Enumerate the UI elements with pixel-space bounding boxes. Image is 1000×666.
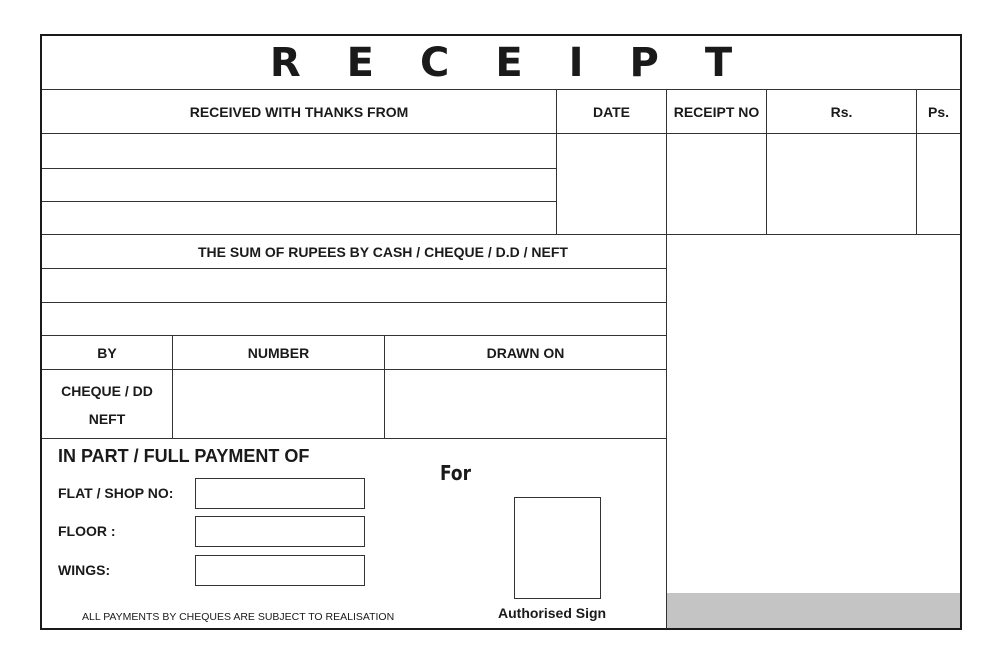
rule-sum-line-1 [42,302,666,303]
receipt-title [42,36,960,90]
title-letter: E [346,40,374,86]
method-cheque-dd: CHEQUE / DD [61,383,153,399]
title-letter: I [568,40,584,86]
title-letter: E [495,40,523,86]
title-letter: P [629,40,659,86]
number-header: NUMBER [247,344,310,361]
rule-under-payment-table [42,438,666,439]
rule-right-panel [666,89,667,629]
receipt-title-letters [247,40,755,86]
rule-from-line-2 [42,201,557,202]
by-header: BY [97,344,117,361]
for-label: For [440,461,471,485]
rs-header: Rs. [830,103,853,120]
part-payment-label: IN PART / FULL PAYMENT OF [58,446,310,466]
signature-box[interactable] [514,497,601,599]
receipt-no-header: RECEIPT NO [673,103,760,120]
drawn-on-header: DRAWN ON [486,344,565,361]
method-neft: NEFT [88,411,126,427]
rule-from-line-1 [42,168,557,169]
ps-header: Ps. [927,103,949,120]
footer-note: ALL PAYMENTS BY CHEQUES ARE SUBJECT TO REALISATION [82,611,395,623]
rule-under-by-headers [42,369,666,370]
rule-under-sum-label [42,268,666,269]
wings-label: WINGS: [58,562,111,578]
flat-shop-label: FLAT / SHOP NO: [58,485,174,501]
wings-field[interactable] [195,555,365,586]
flat-shop-field[interactable] [195,478,365,509]
received-from-header: RECEIVED WITH THANKS FROM [189,103,409,120]
authorised-sign-label: Authorised Sign [498,605,607,621]
sum-of-rupees-label: THE SUM OF RUPEES BY CASH / CHEQUE / D.D / NEFT [197,243,568,260]
shaded-strip [667,593,960,628]
floor-field[interactable] [195,516,365,547]
title-letter: T [704,40,733,86]
receipt-form [40,34,962,630]
rule-under-headers [42,133,960,134]
title-letter: R [269,40,301,86]
date-header: DATE [592,103,631,120]
floor-label: FLOOR : [58,523,116,539]
title-letter: C [419,40,450,86]
